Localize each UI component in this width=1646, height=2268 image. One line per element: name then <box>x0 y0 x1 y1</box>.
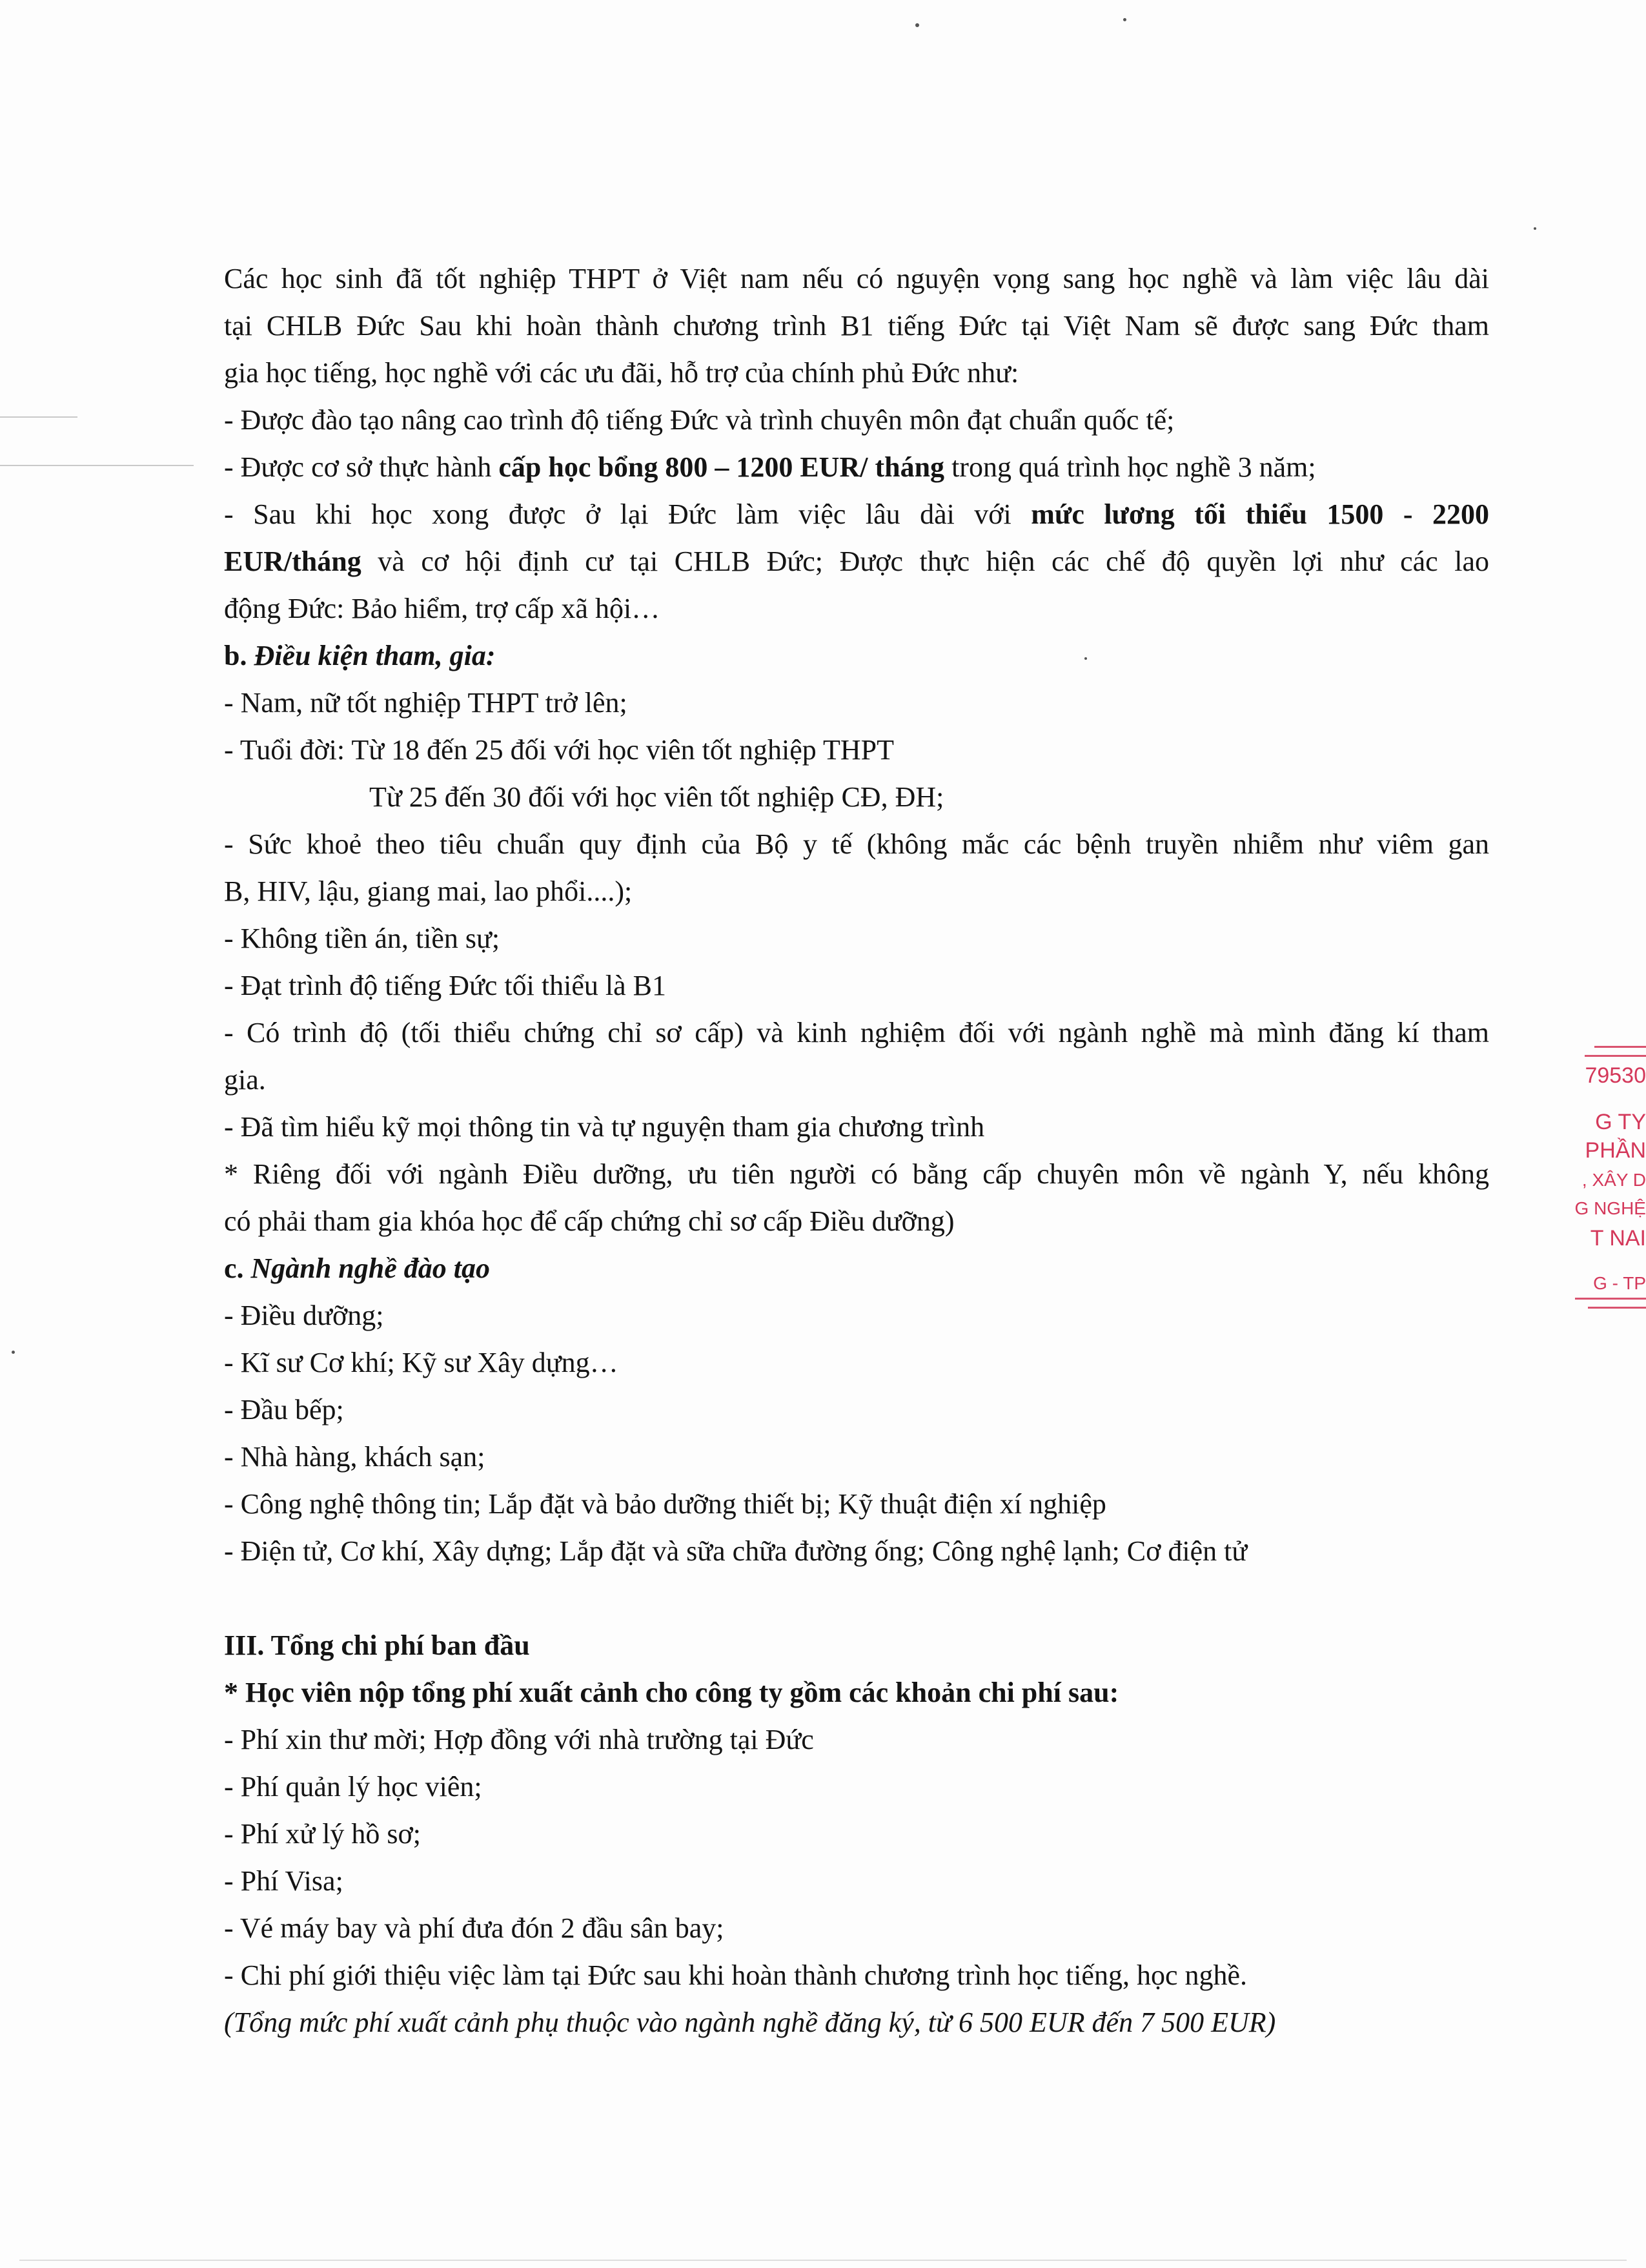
scan-speck <box>12 1351 15 1354</box>
section-iii-title: III. Tổng chi phí ban đầu <box>224 1629 530 1661</box>
stamp-text: , XÂY D <box>1581 1170 1646 1190</box>
benefit-salary-amount: mức lương tối thiểu 1500 - 2200 <box>1031 498 1489 530</box>
section-c-prefix: c. <box>224 1252 251 1284</box>
stamp-rule <box>1575 1298 1646 1300</box>
bleed-through-mark <box>0 416 77 418</box>
bleed-through-mark <box>0 465 194 466</box>
fee-total-note: (Tổng mức phí xuất cảnh phụ thuộc vào ngành nghề đăng ký, từ 6 500 EUR đến 7 500 EUR) <box>224 2007 1276 2038</box>
benefit-salary-pre: - Sau khi học xong được ở lại Đức làm việc lâu dài với <box>224 498 1031 530</box>
scan-speck <box>915 23 919 27</box>
scan-speck <box>1084 657 1087 660</box>
fee-item: - Chi phí giới thiệu việc làm tại Đức sau khi hoàn thành chương trình học tiếng, học nghề. <box>224 1959 1248 1991</box>
stamp-text: G TY <box>1595 1110 1646 1134</box>
section-b-heading <box>224 632 1489 679</box>
stamp-rule <box>1588 1307 1646 1309</box>
fee-item: - Phí quản lý học viên; <box>224 1771 482 1803</box>
condition-german: - Đạt trình độ tiếng Đức tối thiểu là B1 <box>224 970 666 1001</box>
bottom-edge-mark <box>19 2260 1627 2261</box>
stamp-text: T NAI <box>1590 1226 1646 1251</box>
intro-line-2: tại CHLB Đức Sau khi hoàn thành chương trình B1 tiếng Đức tại Việt Nam sẽ được sang Đức tham <box>224 310 1489 342</box>
trade-item: - Công nghệ thông tin; Lắp đặt và bảo dưỡng thiết bị; Kỹ thuật điện xí nghiệp <box>224 1488 1106 1520</box>
section-b-title: Điều kiện tham, gia: <box>254 640 496 671</box>
condition-nursing-2: có phải tham gia khóa học để cấp chứng chỉ sơ cấp Điều dưỡng) <box>224 1205 955 1237</box>
fee-item: - Phí Visa; <box>224 1865 343 1897</box>
intro-line-1: Các học sinh đã tốt nghiệp THPT ở Việt nam nếu có nguyện vọng sang học nghề và làm việc lâu dài <box>224 263 1489 294</box>
condition-age-2: Từ 25 đến 30 đối với học viên tốt nghiệp CĐ, ĐH; <box>369 781 944 813</box>
condition-health-2: B, HIV, lậu, giang mai, lao phổi....); <box>224 875 633 907</box>
benefit-scholarship-amount: cấp học bổng 800 – 1200 EUR/ tháng <box>498 451 945 483</box>
stamp-text: PHẦN <box>1585 1138 1646 1163</box>
condition-gender: - Nam, nữ tốt nghiệp THPT trở lên; <box>224 687 627 719</box>
condition-voluntary: - Đã tìm hiểu kỹ mọi thông tin và tự nguyện tham gia chương trình <box>224 1111 985 1143</box>
document-body <box>224 255 1489 2046</box>
section-iii-subtitle: * Học viên nộp tổng phí xuất cảnh cho công ty gồm các khoản chi phí sau: <box>224 1677 1119 1708</box>
condition-nursing-1: * Riêng đối với ngành Điều dưỡng, ưu tiên người có bằng cấp chuyên môn về ngành Y, nếu không <box>224 1158 1489 1190</box>
trade-item: - Điện tử, Cơ khí, Xây dựng; Lắp đặt và sữa chữa đường ống; Công nghệ lạnh; Cơ điện tử <box>224 1535 1248 1567</box>
condition-health-1: - Sức khoẻ theo tiêu chuẩn quy định của Bộ y tế (không mắc các bệnh truyền nhiễm như viêm gan <box>224 828 1489 860</box>
benefit-item-salary-line-3: động Đức: Bảo hiểm, trợ cấp xã hội… <box>224 593 660 624</box>
section-c-title: Ngành nghề đào tạo <box>250 1252 490 1284</box>
fee-item: - Vé máy bay và phí đưa đón 2 đầu sân bay; <box>224 1912 724 1944</box>
stamp-rule <box>1594 1046 1646 1048</box>
scan-speck <box>1123 18 1126 21</box>
scan-speck <box>1534 227 1536 230</box>
trade-item: - Nhà hàng, khách sạn; <box>224 1441 485 1473</box>
condition-record: - Không tiền án, tiền sự; <box>224 923 500 954</box>
benefit-salary-unit: EUR/tháng <box>224 546 361 577</box>
benefit-scholarship-post: trong quá trình học nghề 3 năm; <box>944 451 1316 483</box>
condition-age-1: - Tuổi đời: Từ 18 đến 25 đối với học viên tốt nghiệp THPT <box>224 734 894 766</box>
stamp-text: G NGHỆ <box>1574 1198 1646 1218</box>
benefit-salary-mid: và cơ hội định cư tại CHLB Đức; Được thực hiện các chế độ quyền lợi như các lao <box>361 546 1489 577</box>
section-c-heading <box>224 1245 1489 1292</box>
benefit-item-salary-line-1 <box>224 491 1489 538</box>
condition-skill-2: gia. <box>224 1064 266 1096</box>
condition-skill-1: - Có trình độ (tối thiểu chứng chỉ sơ cấp) và kinh nghiệm đối với ngành nghề mà mình đăng kí tham <box>224 1017 1489 1048</box>
company-stamp <box>1536 1033 1646 1336</box>
stamp-text: G - TP <box>1593 1273 1646 1293</box>
trade-item: - Kĩ sư Cơ khí; Kỹ sư Xây dựng… <box>224 1347 618 1378</box>
benefit-item-salary-line-2 <box>224 538 1489 585</box>
stamp-text: 79530 <box>1585 1063 1646 1088</box>
section-b-prefix: b. <box>224 640 254 671</box>
fee-item: - Phí xin thư mời; Hợp đồng với nhà trường tại Đức <box>224 1724 814 1755</box>
fee-item: - Phí xử lý hồ sơ; <box>224 1818 422 1850</box>
benefit-item-training: - Được đào tạo nâng cao trình độ tiếng Đức và trình chuyên môn đạt chuẩn quốc tế; <box>224 404 1175 436</box>
trade-item: - Đầu bếp; <box>224 1394 344 1425</box>
section-spacer <box>224 1575 1489 1622</box>
intro-line-3: gia học tiếng, học nghề với các ưu đãi, hỗ trợ của chính phủ Đức như: <box>224 357 1019 389</box>
benefit-scholarship-pre: - Được cơ sở thực hành <box>224 451 499 483</box>
trade-item: - Điều dưỡng; <box>224 1300 384 1331</box>
stamp-rule <box>1585 1055 1646 1057</box>
benefit-item-scholarship <box>224 444 1489 491</box>
